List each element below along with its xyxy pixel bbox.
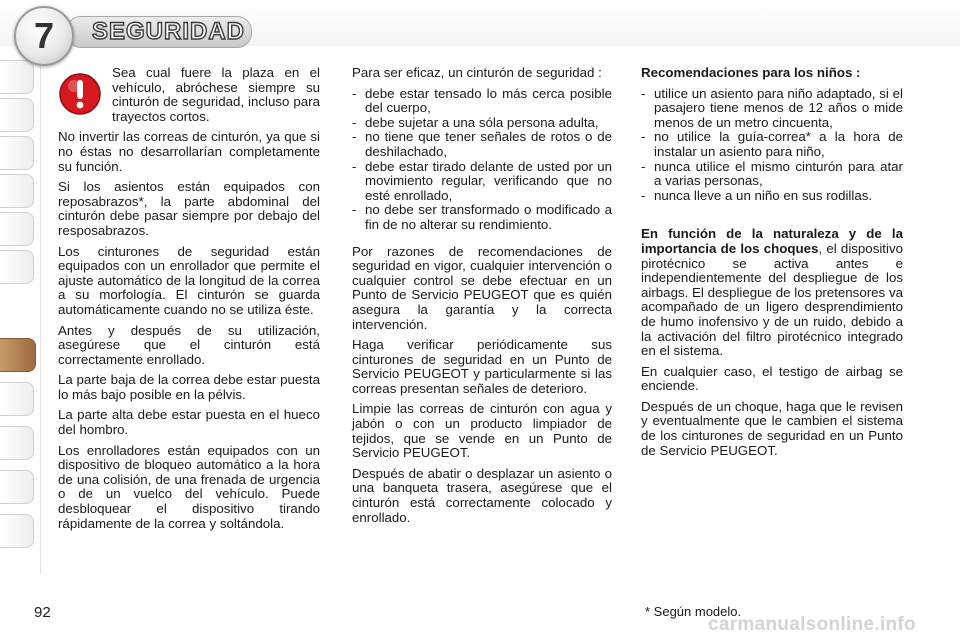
chapter-tab-7-active[interactable] xyxy=(0,338,36,372)
paragraph: La parte baja de la correa debe estar puesta lo más bajo posible en la pélvis. xyxy=(58,372,320,402)
airbag-paragraph xyxy=(641,227,903,358)
paragraph: No invertir las correas de cinturón, ya que si no éstas no desarrollarían completamente su función. xyxy=(58,129,320,174)
chapter-tab-4[interactable] xyxy=(0,174,34,208)
paragraph: Por razones de recomendaciones de seguridad en vigor, cualquier intervención o cualquier control se debe efectuar en un Punto de Servicio PEUGEOT que es quién asegura la garantía y la correcta intervención. xyxy=(352,243,612,332)
paragraph: La parte alta debe estar puesta en el hueco del hombro. xyxy=(58,407,320,438)
page-number: 92 xyxy=(34,604,51,621)
warning-intro: Sea cual fuere la plaza en el vehículo, abróchese siempre su cinturón de seguridad, incluso para trayectos cortos. xyxy=(112,65,320,124)
list-item: - no tiene que tener señales de rotos o de deshilachado, xyxy=(352,130,612,159)
chapter-number: 7 xyxy=(33,15,55,56)
chapter-tab-11[interactable] xyxy=(0,514,34,548)
column-middle xyxy=(352,66,612,531)
list-item: - nunca lleve a un niño en sus rodillas. xyxy=(641,189,903,204)
list-item: - no debe ser transformado o modificado a fin de no alterar su rendimiento. xyxy=(352,203,612,232)
chapter-tab-9[interactable] xyxy=(0,426,34,460)
children-recommendations-list xyxy=(641,87,903,204)
paragraph: Después de un choque, haga que le revisen y eventualmente que le cambien el sistema de los cinturones de seguridad en un Punto de Servicio PEUGEOT. xyxy=(641,398,903,458)
list-item: - debe estar tirado delante de usted por un movimiento regular, verificando que no esté enrollado, xyxy=(352,160,612,204)
chapter-title: SEGURIDAD xyxy=(92,18,246,45)
list-item: - nunca utilice el mismo cinturón para atar a varias personas, xyxy=(641,160,903,189)
list-item: - debe estar tensado lo más cerca posible del cuerpo, xyxy=(352,87,612,116)
paragraph: Haga verificar periódicamente sus cinturones de seguridad en un Punto de Servicio PEUGEOT y particularmente si las correas presentan señales de deterioro. xyxy=(352,337,612,396)
chapter-tab-5[interactable] xyxy=(0,212,34,246)
footnote: * Según modelo. xyxy=(645,604,742,619)
column-left xyxy=(58,66,320,537)
paragraph: Si los asientos están equipados con reposabrazos*, la parte abdominal del cinturón debe pasar siempre por debajo del resposabrazos. xyxy=(58,179,320,238)
chapter-tab-6[interactable] xyxy=(0,250,34,284)
chapter-number-badge xyxy=(14,6,74,66)
paragraph: En cualquier caso, el testigo de airbag se enciende. xyxy=(641,363,903,394)
column-right xyxy=(641,66,903,464)
airbag-text: , el dispositivo pirotécnico se activa antes e independientemente del despliegue de los airbags. El despliegue de los pretensores va acompañado de un ligero desprendimiento de humo inofensivo y de un ruido, debido a la activación del filtro pirotécnico integrado en el sistema. xyxy=(641,240,904,359)
paragraph: Antes y después de su utilización, asegúrese que el cinturón está correctamente enrollado. xyxy=(58,322,320,367)
list-item: - debe sujetar a una sóla persona adulta, xyxy=(352,116,612,131)
watermark: carmanualsonline.info xyxy=(708,614,916,635)
chapter-tab-3[interactable] xyxy=(0,136,34,170)
children-heading: Recomendaciones para los niños : xyxy=(641,65,861,80)
belt-requirements-list xyxy=(352,87,612,233)
airbag-lead: En función de la naturaleza y de la importancia de los choques xyxy=(641,226,903,256)
list-item: - utilice un asiento para niño adaptado, si el pasajero tiene menos de 12 años o mide menos de un metro cincuenta, xyxy=(641,87,903,131)
chapter-tab-8[interactable] xyxy=(0,382,34,416)
chapter-tab-2[interactable] xyxy=(0,98,34,132)
chapter-tabs xyxy=(0,60,40,580)
paragraph: Los enrolladores están equipados con un dispositivo de bloqueo automático a la hora de una colisión, de una frenada de urgencia o de un vuelco del vehículo. Puede desbloquear el dispositivo tirando rápidamente de la correa y soltándola. xyxy=(58,442,320,531)
paragraph: Limpie las correas de cinturón con agua y jabón o con un producto limpiador de tejidos, que se vende en un Punto de Servicio PEUGEOT. xyxy=(352,401,612,461)
margin-rule xyxy=(40,64,41,574)
paragraph: Los cinturones de seguridad están equipados con un enrollador que permite el ajuste automático de la longitud de la correa a su morfología. El cinturón se guarda automáticamente cuando no se utiliza éste. xyxy=(58,243,320,317)
list-item: - no utilice la guía-correa* a la hora de instalar un asiento para niño, xyxy=(641,130,903,159)
chapter-tab-1[interactable] xyxy=(0,60,34,94)
chapter-tab-10[interactable] xyxy=(0,470,34,504)
list-intro: Para ser eficaz, un cinturón de seguridad : xyxy=(352,65,602,80)
paragraph: Después de abatir o desplazar un asiento o una banqueta trasera, asegúrese que el cinturón está correctamente colocado y enrollado. xyxy=(352,465,612,525)
